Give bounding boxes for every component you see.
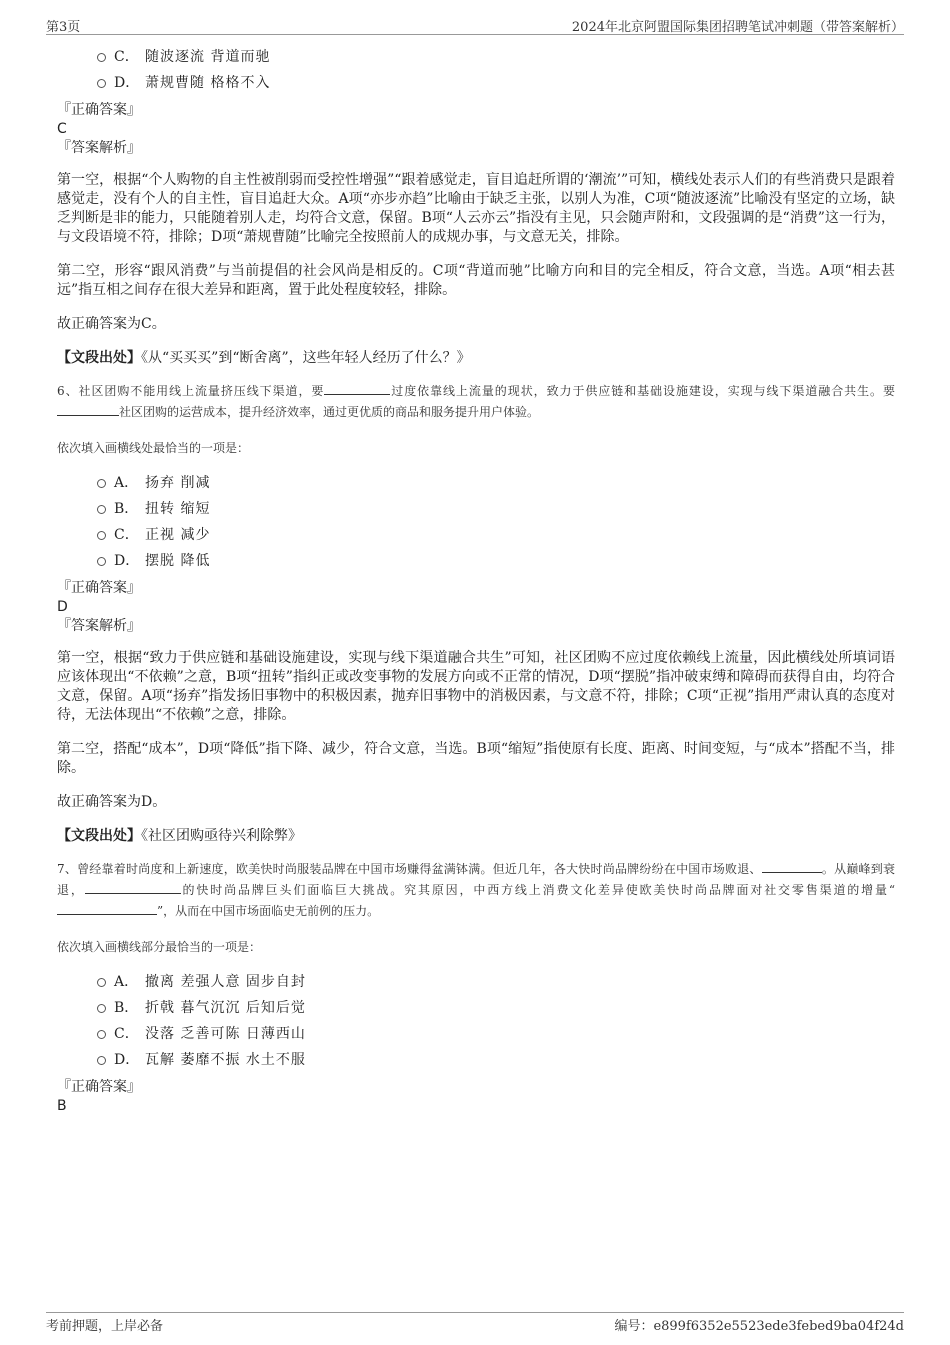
radio-icon[interactable] (97, 79, 106, 88)
analysis-paragraph: 第二空，形容“跟风消费”与当前提倡的社会风尚是相反的。C项“背道而驰”比喻方向和目的完全相反，符合文意，当选。A项“相去甚远”指互相之间存在很大差异和距离，置于此处程度较轻，排除。 (57, 263, 895, 298)
radio-icon[interactable] (97, 978, 106, 987)
blank-line (85, 881, 181, 894)
fill-prompt: 依次填入画横线部分最恰当的一项是： (57, 940, 262, 954)
conclusion: 故正确答案为C。 (57, 316, 166, 332)
option-c[interactable]: C． 正视 减少 (57, 522, 895, 548)
answer-label: 『正确答案』 (57, 1079, 141, 1095)
conclusion: 故正确答案为D。 (57, 794, 167, 810)
analysis-paragraph: 第一空，根据“致力于供应链和基础设施建设，实现与线下渠道融合共生”可知，社区团购不应过度依赖线上流量，因此横线处所填词语应该体现出“不依赖”之意，B项“扭转”指纠正或改变事物的发展方向或不正常的情况，D项“摆脱”指冲破束缚和障碍而获得自由，均符合文意，保留。A项“扬弃”指发扬旧事物中的积极因素，抛弃旧事物中的消极因素，与文意不符，排除；C项“正视”指用严肃认真的态度对待，无法体现出“不依赖”之意，排除。 (57, 650, 895, 723)
blank-line (762, 860, 822, 873)
radio-icon[interactable] (97, 53, 106, 62)
analysis-paragraph: 第一空，根据“个人购物的自主性被削弱而受控性增强”“跟着感觉走，盲目追赶所谓的‘潮流’”可知，横线处表示人们的有些消费只是跟着感觉走，没有个人的自主性，盲目追赶大众。A项“亦步亦趋”比喻由于缺乏主张，以别人为准，C项“随波逐流”比喻没有坚定的立场，缺乏判断是非的能力，只能随着别人走，均符合文意，保留。B项“人云亦云”指没有主见，只会随声附和，文段强调的是“消费”这一行为，与文段语境不符，排除；D项“萧规曹随”比喻完全按照前人的成规办事，与文意无关，排除。 (57, 172, 895, 245)
analysis-paragraph: 第二空，搭配“成本”，D项“降低”指下降、减少，符合文意，当选。B项“缩短”指使原有长度、距离、时间变短，与“成本”搭配不当，排除。 (57, 741, 895, 776)
page-number: 第3页 (46, 20, 81, 35)
q7-options (57, 969, 895, 1073)
radio-icon[interactable] (97, 1056, 106, 1065)
fill-prompt: 依次填入画横线处最恰当的一项是： (57, 441, 250, 455)
q6-options (57, 470, 895, 574)
option-d[interactable]: D． 瓦解 萎靡不振 水土不服 (57, 1047, 895, 1073)
page-content (57, 44, 895, 1116)
answer-value: D (57, 599, 68, 615)
option-b[interactable]: B． 扭转 缩短 (57, 496, 895, 522)
answer-label: 『正确答案』 (57, 102, 141, 118)
radio-icon[interactable] (97, 557, 106, 566)
answer-value: B (57, 1098, 67, 1114)
option-a[interactable]: A． 扬弃 削减 (57, 470, 895, 496)
option-c[interactable]: C． 没落 乏善可陈 日薄西山 (57, 1021, 895, 1047)
analysis-label: 『答案解析』 (57, 618, 141, 634)
option-b[interactable]: B． 折戟 暮气沉沉 后知后觉 (57, 995, 895, 1021)
blank-line (57, 902, 157, 915)
question-6-text: 6、社区团购不能用线上流量挤压线下渠道，要 过度依靠线上流量的现状，致力于供应链和基础设施建设，实现与线下渠道融合共生。要社区团购的运营成本，提升经济效率，通过更优质的商品和服务提升用户体验。 (57, 384, 895, 419)
footer-slogan: 考前押题，上岸必备 (46, 1319, 164, 1334)
page-header (46, 14, 904, 35)
answer-value: C (57, 121, 67, 137)
option-a[interactable]: A． 撤离 差强人意 固步自封 (57, 969, 895, 995)
radio-icon[interactable] (97, 531, 106, 540)
answer-label: 『正确答案』 (57, 580, 141, 596)
radio-icon[interactable] (97, 1030, 106, 1039)
source-line: 【文段出处】《从“买买买”到“断舍离”，这些年轻人经历了什么？》 (57, 350, 471, 366)
page-footer (46, 1312, 904, 1333)
document-code: 编号：e899f6352e5523ede3febed9ba04f24d (614, 1319, 904, 1334)
question-7-text: 7、曾经靠着时尚度和上新速度，欧美快时尚服装品牌在中国市场赚得盆满钵满。但近几年，各大快时尚品牌纷纷在中国市场败退、 。从巅峰到衰退， 的快时尚品牌巨头们面临巨大挑战。究其原因，中西方线上消费文化差异使欧美快时尚品牌面对社交零售渠道的增量“”，从而在中国市场面临史无前例的压力。 (57, 862, 895, 918)
blank-line (324, 382, 390, 395)
radio-icon[interactable] (97, 479, 106, 488)
radio-icon[interactable] (97, 505, 106, 514)
document-title: 2024年北京阿盟国际集团招聘笔试冲刺题（带答案解析） (571, 20, 904, 35)
analysis-label: 『答案解析』 (57, 140, 141, 156)
option-c[interactable]: C． 随波逐流 背道而驰 (57, 44, 895, 70)
option-d[interactable]: D． 萧规曹随 格格不入 (57, 70, 895, 96)
option-d[interactable]: D． 摆脱 降低 (57, 548, 895, 574)
q5-options (57, 44, 895, 96)
blank-line (57, 403, 119, 416)
radio-icon[interactable] (97, 1004, 106, 1013)
source-line: 【文段出处】《社区团购亟待兴利除弊》 (57, 828, 302, 844)
